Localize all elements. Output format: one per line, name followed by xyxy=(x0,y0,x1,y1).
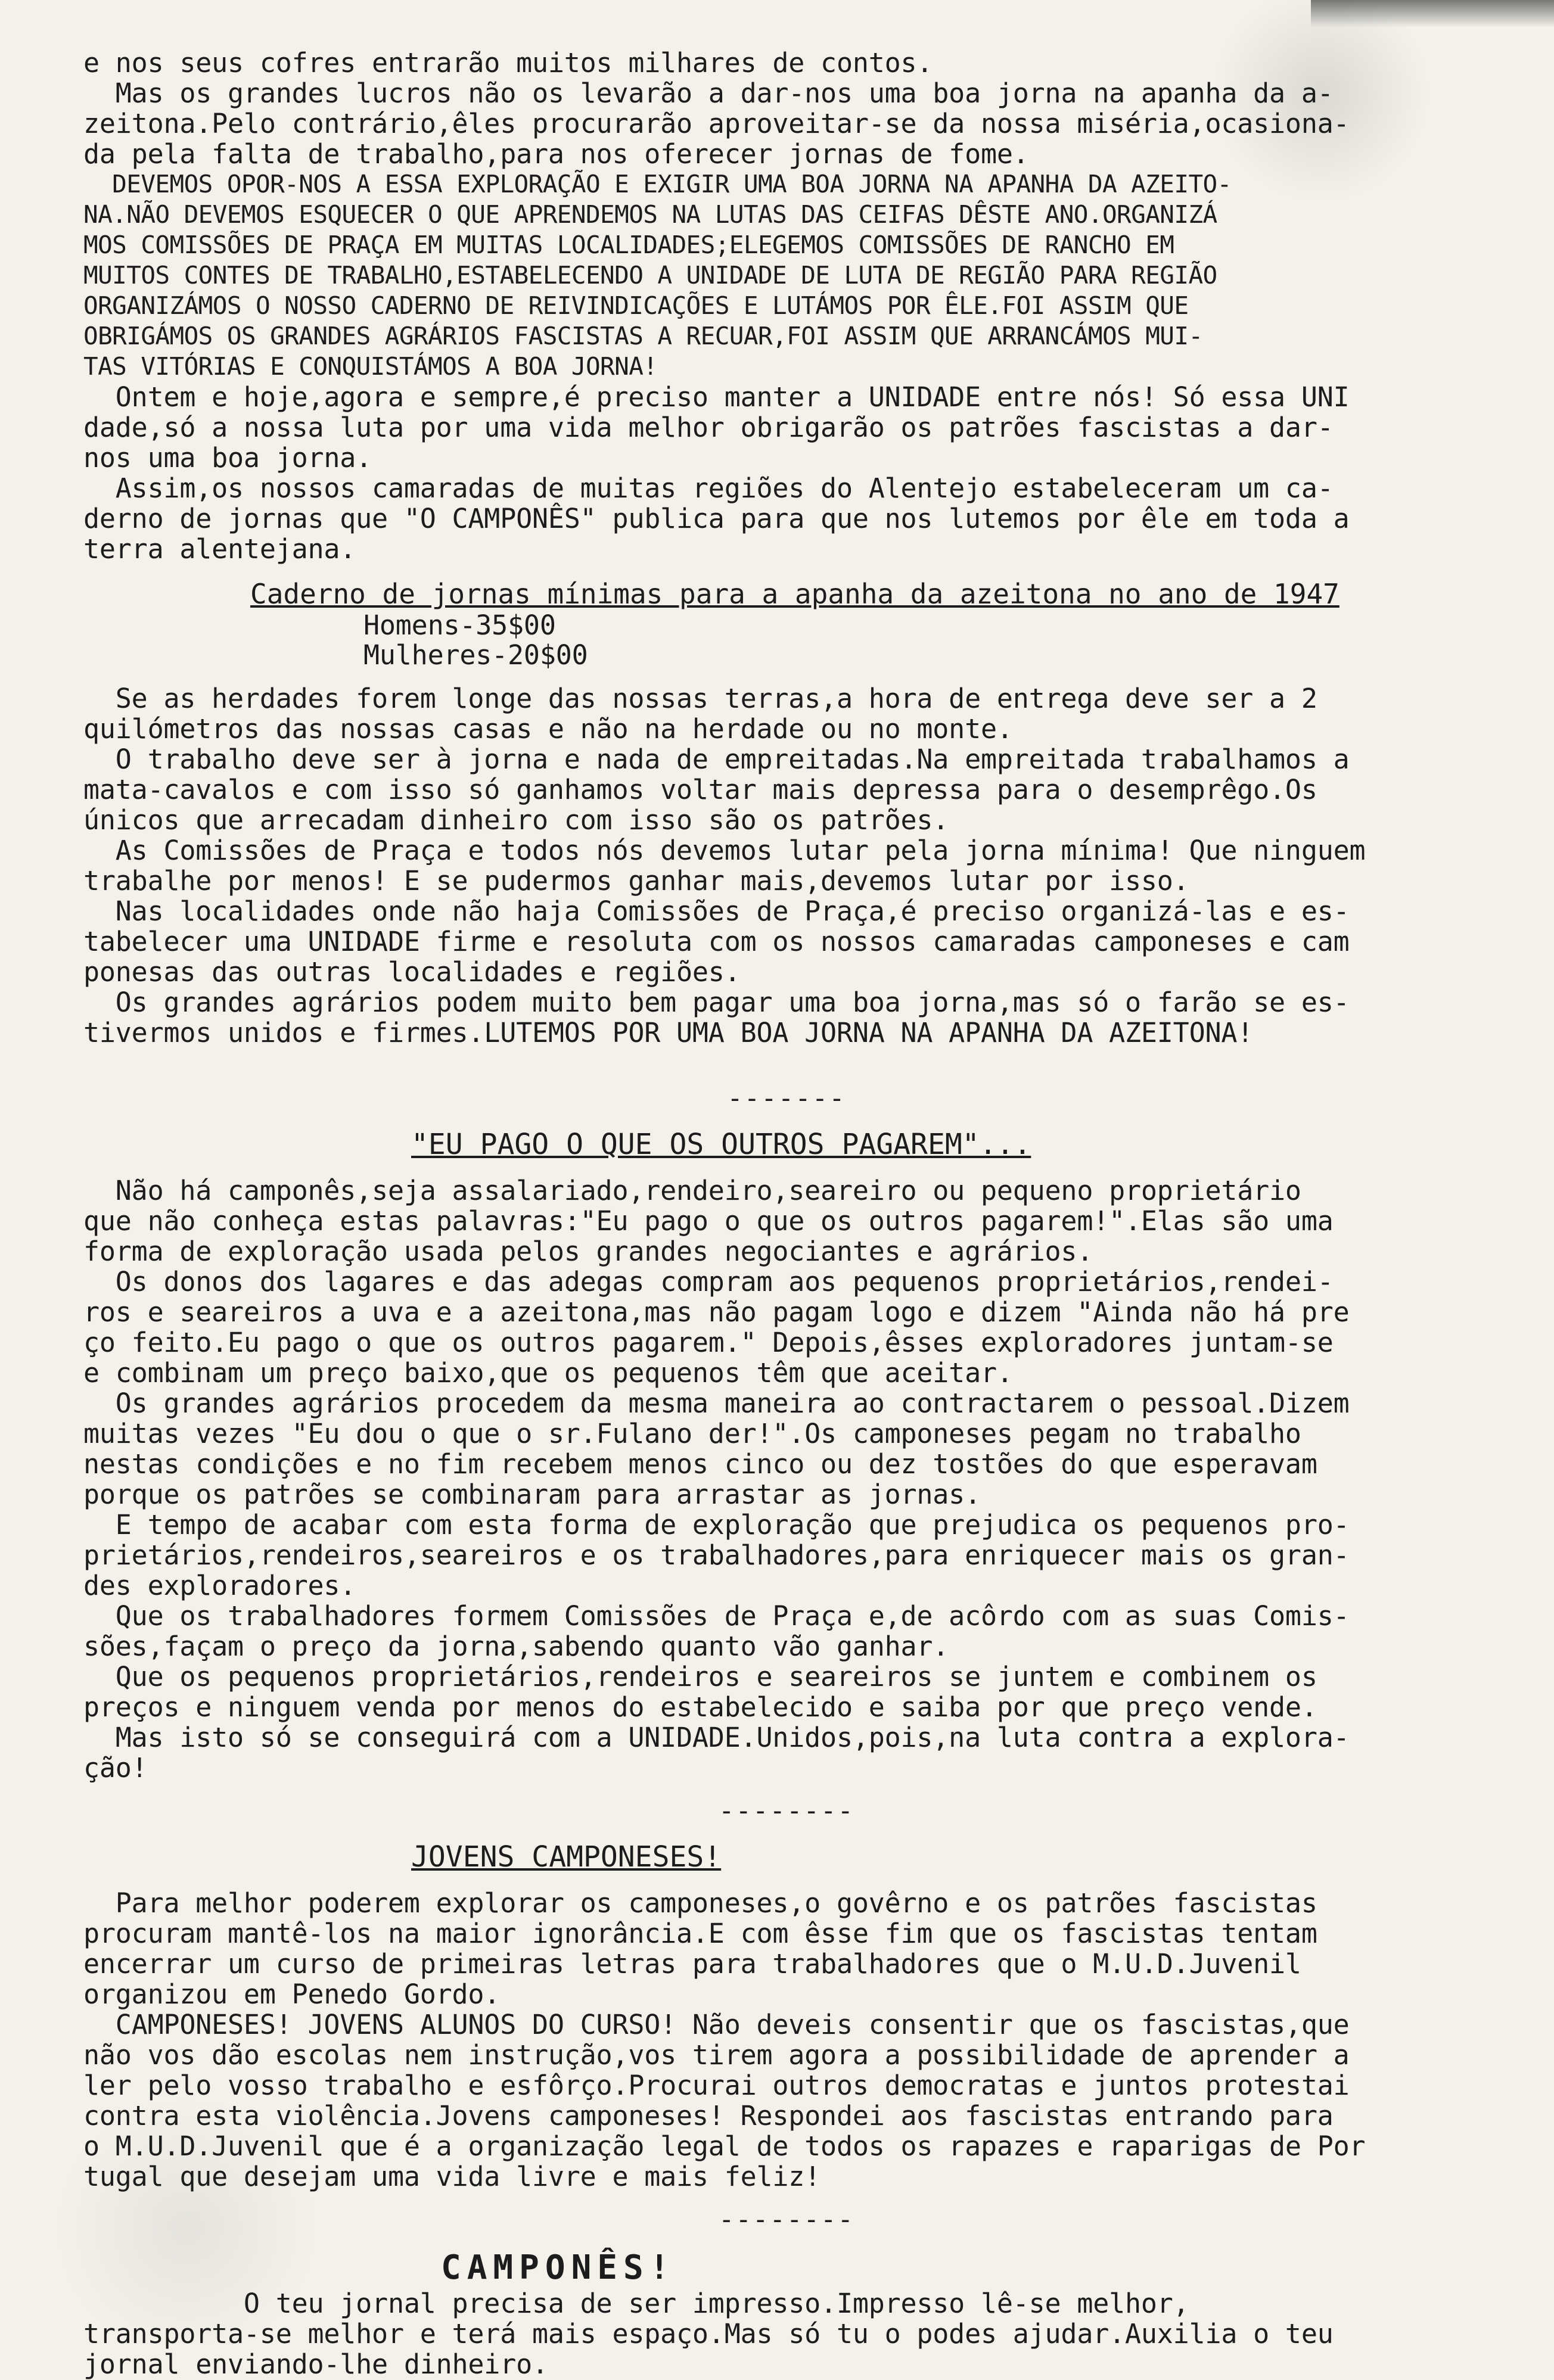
spacer xyxy=(83,2192,1490,2205)
text-line: O teu jornal precisa de ser impresso.Impresso lê-se melhor, xyxy=(83,2288,1189,2319)
text-line: CAMPONESES! JOVENS ALUNOS DO CURSO! Não deveis consentir que os fascistas,que xyxy=(83,2009,1350,2040)
text-line: sões,façam o preço da jorna,sabendo quanto vão ganhar. xyxy=(83,1631,949,1662)
text-line: procuram mantê-los na maior ignorância.E com êsse fim que os fascistas tentam xyxy=(83,1918,1317,1949)
text-line: nos uma boa jorna. xyxy=(83,442,372,474)
text-line: Assim,os nossos camaradas de muitas regiões do Alentejo estabeleceram um ca- xyxy=(83,472,1334,504)
text-line: Que os trabalhadores formem Comissões de Praça e,de acôrdo com as suas Comis- xyxy=(83,1600,1350,1632)
text-line: jornal enviando-lhe dinheiro. xyxy=(83,2348,548,2380)
text-line: tivermos unidos e firmes.LUTEMOS POR UMA BOA JORNA NA APANHA DA AZEITONA! xyxy=(83,1017,1254,1049)
text-line: derno de jornas que "O CAMPONÊS" publica para que nos lutemos por êle em toda a xyxy=(83,503,1350,534)
text-line: Mas isto só se conseguirá com a UNIDADE.Unidos,pois,na luta contra a explora- xyxy=(83,1722,1350,1753)
text-line: TAS VITÓRIAS E CONQUISTÁMOS A BOA JORNA! xyxy=(83,352,658,381)
text-line: Os donos dos lagares e das adegas compram aos pequenos proprietários,rendei- xyxy=(83,1266,1334,1298)
text-line: E tempo de acabar com esta forma de exploração que prejudica os pequenos pro- xyxy=(83,1509,1350,1541)
text-line: muitas vezes "Eu dou o que o sr.Fulano der!".Os camponeses pegam no trabalho xyxy=(83,1418,1301,1449)
page-content xyxy=(83,48,1490,2379)
text-line: nestas condições e no fim recebem menos cinco ou dez tostões do que esperavam xyxy=(83,1448,1317,1480)
text-line: e combinam um preço baixo,que os pequenos têm que aceitar. xyxy=(83,1357,1013,1389)
text-line: Para melhor poderem explorar os camponeses,o govêrno e os patrões fascistas xyxy=(83,1887,1317,1919)
text-line: trabalhe por menos! E se pudermos ganhar mais,devemos lutar por isso. xyxy=(83,865,1189,897)
text-line: não vos dão escolas nem instrução,vos tirem agora a possibilidade de aprender a xyxy=(83,2039,1350,2071)
text-line: Mas os grandes lucros não os levarão a dar-nos uma boa jorna na apanha da a- xyxy=(83,77,1334,109)
text-line: únicos que arrecadam dinheiro com isso são os patrões. xyxy=(83,804,949,836)
text-line: transporta-se melhor e terá mais espaço.Mas só tu o podes ajudar.Auxilia o teu xyxy=(83,2318,1334,2350)
section-title-jovens: JOVENS CAMPONESES! xyxy=(411,1840,722,1874)
spacer xyxy=(83,1875,1490,1888)
text-line: DEVEMOS OPOR-NOS A ESSA EXPLORAÇÃO E EXIGIR UMA BOA JORNA NA APANHA DA AZEITO- xyxy=(83,170,1232,198)
text-line: encerrar um curso de primeiras letras para trabalhadores que o M.U.D.Juvenil xyxy=(83,1948,1301,1980)
spacer xyxy=(83,1826,1490,1839)
text-line: des exploradores. xyxy=(83,1570,356,1601)
text-line: forma de exploração usada pelos grandes negociantes e agrários. xyxy=(83,1236,1093,1267)
spacer xyxy=(83,1783,1490,1796)
wage-men: Homens-35$00 xyxy=(363,609,556,641)
divider: ------- xyxy=(727,1083,846,1113)
spacer xyxy=(83,2235,1490,2248)
text-line: ço feito.Eu pago o que os outros pagarem." Depois,êsses exploradores juntam-se xyxy=(83,1327,1334,1358)
divider: -------- xyxy=(719,2204,854,2235)
text-line: ros e seareiros a uva e a azeitona,mas não pagam logo e dizem "Ainda não há pre xyxy=(83,1296,1350,1328)
text-line: Não há camponês,seja assalariado,rendeiro,seareiro ou pequeno proprietário xyxy=(83,1175,1301,1206)
text-line: terra alentejana. xyxy=(83,533,356,565)
text-line: Nas localidades onde não haja Comissões de Praça,é preciso organizá-las e es- xyxy=(83,895,1350,927)
text-line: organizou em Penedo Gordo. xyxy=(83,1978,501,2010)
text-line: Os grandes agrários procedem da mesma maneira ao contractarem o pessoal.Dizem xyxy=(83,1387,1350,1419)
closing-paragraph xyxy=(83,2288,1490,2379)
section-title-pago: "EU PAGO O QUE OS OUTROS PAGAREM"... xyxy=(411,1128,1031,1161)
text-line: Que os pequenos proprietários,rendeiros e seareiros se juntem e combinem os xyxy=(83,1661,1317,1693)
text-line: o M.U.D.Juvenil que é a organização legal de todos os rapazes e raparigas de Por xyxy=(83,2130,1366,2162)
text-line: mata-cavalos e com isso só ganhamos voltar mais depressa para o desemprêgo.Os xyxy=(83,774,1317,805)
pago-paragraph xyxy=(83,1175,1490,1783)
text-line: ponesas das outras localidades e regiões. xyxy=(83,956,741,988)
text-line: contra esta violência.Jovens camponeses! Respondei aos fascistas entrando para xyxy=(83,2100,1334,2132)
text-line: tabelecer uma UNIDADE firme e resoluta com os nossos camaradas camponeses e cam xyxy=(83,926,1350,957)
text-line: tugal que desejam uma vida livre e mais feliz! xyxy=(83,2161,821,2192)
text-line: quilómetros das nossas casas e não na herdade ou no monte. xyxy=(83,713,1013,745)
text-line: NA.NÃO DEVEMOS ESQUECER O QUE APRENDEMOS NA LUTAS DAS CEIFAS DÊSTE ANO.ORGANIZÁ xyxy=(83,200,1217,229)
text-line: As Comissões de Praça e todos nós devemos lutar pela jorna mínima! Que ninguem xyxy=(83,835,1366,866)
text-line: porque os patrões se combinaram para arrastar as jornas. xyxy=(83,1479,981,1510)
text-line: MUITOS CONTES DE TRABALHO,ESTABELECENDO A UNIDADE DE LUTA DE REGIÃO PARA REGIÃO xyxy=(83,261,1217,290)
jovens-paragraph xyxy=(83,1888,1490,2192)
wage-women: Mulheres-20$00 xyxy=(363,639,588,671)
text-line: Ontem e hoje,agora e sempre,é preciso manter a UNIDADE entre nós! Só essa UNI xyxy=(83,381,1350,413)
intro-paragraph xyxy=(83,48,1490,169)
divider: -------- xyxy=(719,1796,854,1826)
text-line: OBRIGÁMOS OS GRANDES AGRÁRIOS FASCISTAS A RECUAR,FOI ASSIM QUE ARRANCÁMOS MUI- xyxy=(83,322,1203,350)
spacer xyxy=(83,1048,1490,1084)
text-line: que não conheça estas palavras:"Eu pago o que os outros pagarem!".Elas são uma xyxy=(83,1205,1334,1237)
closing-title: CAMPONÊS! xyxy=(441,2248,676,2287)
text-line: e nos seus cofres entrarão muitos milhares de contos. xyxy=(83,47,933,79)
text-line: ler pelo vosso trabalho e esfôrço.Procurai outros democratas e juntos protestai xyxy=(83,2070,1350,2101)
text-line: O trabalho deve ser à jorna e nada de empreitadas.Na empreitada trabalhamos a xyxy=(83,743,1350,775)
text-line: Se as herdades forem longe das nossas terras,a hora de entrega deve ser a 2 xyxy=(83,683,1317,714)
text-line: MOS COMISSÕES DE PRAÇA EM MUITAS LOCALIDADES;ELEGEMOS COMISSÕES DE RANCHO EM xyxy=(83,231,1174,259)
spacer xyxy=(83,1162,1490,1175)
text-line: prietários,rendeiros,seareiros e os trabalhadores,para enriquecer mais os gran- xyxy=(83,1539,1350,1571)
caps-paragraph xyxy=(83,169,1490,382)
text-line: preços e ninguem venda por menos do estabelecido e saiba por que preço vende. xyxy=(83,1691,1317,1723)
text-line: zeitona.Pelo contrário,êles procurarão aproveitar-se da nossa miséria,ocasiona- xyxy=(83,108,1350,139)
text-line: da pela falta de trabalho,para nos oferecer jornas de fome. xyxy=(83,138,1029,170)
text-line: Os grandes agrários podem muito bem pagar uma boa jorna,mas só o farão se es- xyxy=(83,987,1350,1018)
text-line: ORGANIZÁMOS O NOSSO CADERNO DE REIVINDICAÇÕES E LUTÁMOS POR ÊLE.FOI ASSIM QUE xyxy=(83,291,1189,320)
wage-table xyxy=(83,611,1490,670)
spacer xyxy=(83,1113,1490,1127)
spacer xyxy=(83,670,1490,683)
unity-paragraph xyxy=(83,382,1490,564)
text-line: ção! xyxy=(83,1752,148,1784)
spacer xyxy=(83,564,1490,577)
rules-paragraph xyxy=(83,683,1490,1048)
caderno-heading: Caderno de jornas mínimas para a apanha da azeitona no ano de 1947 xyxy=(250,578,1339,610)
text-line: dade,só a nossa luta por uma vida melhor obrigarão os patrões fascistas a dar- xyxy=(83,412,1334,443)
scan-edge-shadow xyxy=(1311,0,1554,27)
